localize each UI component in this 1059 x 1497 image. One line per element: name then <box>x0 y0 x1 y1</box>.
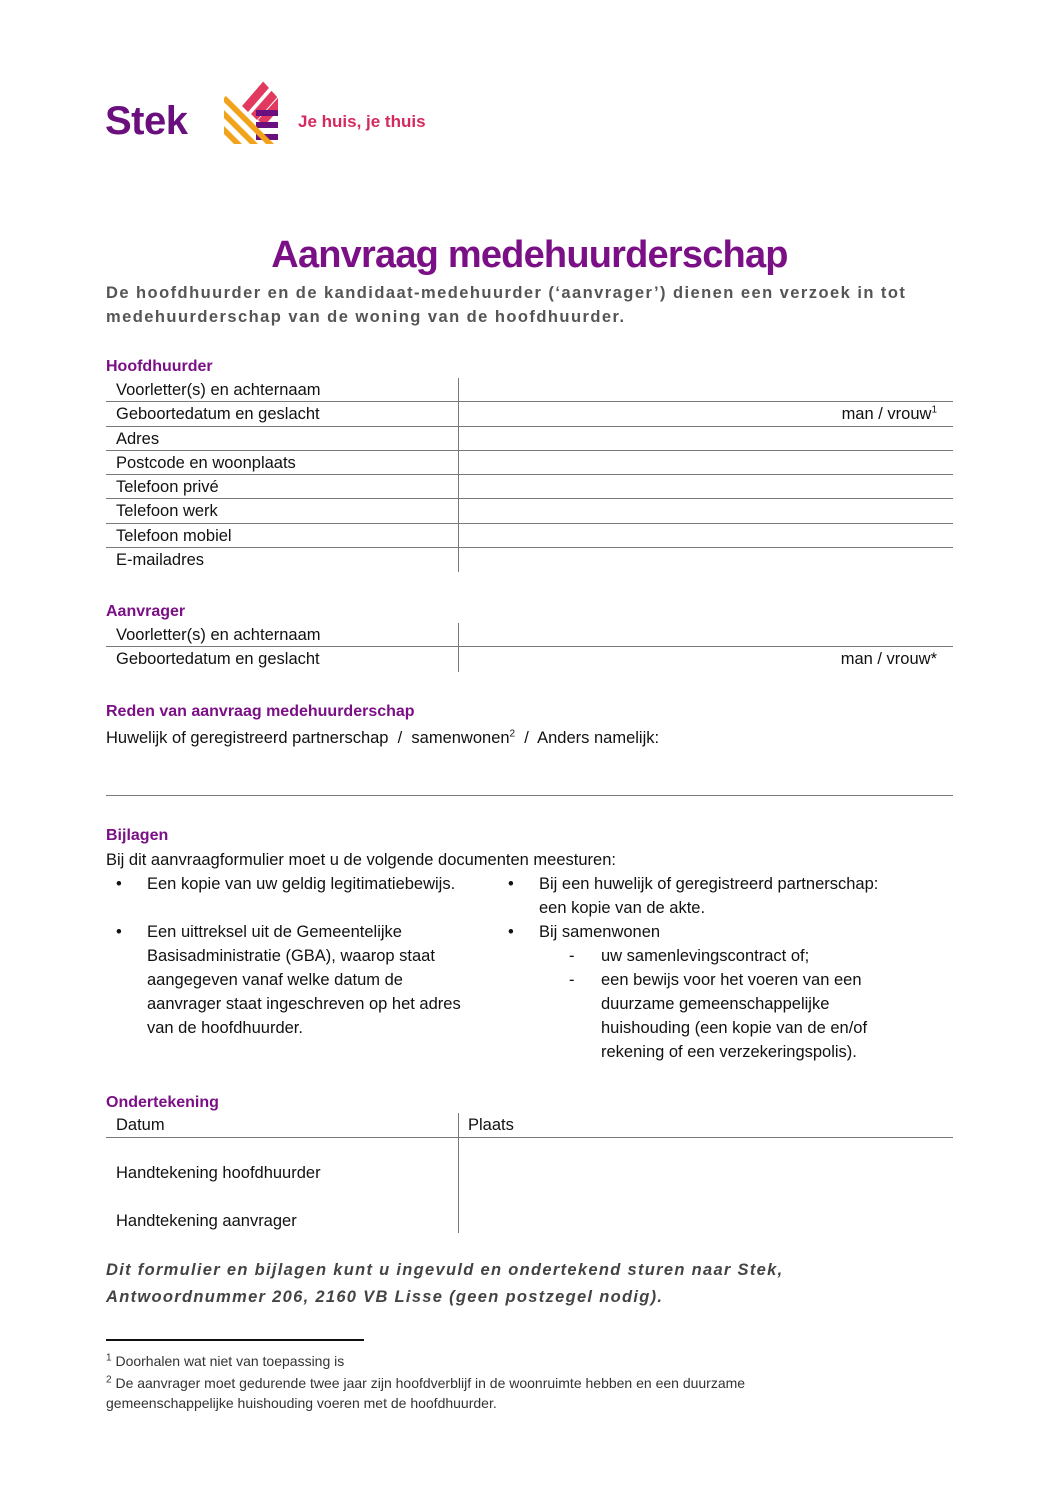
list-item: Bij samenwonen <box>539 923 661 941</box>
section-heading-ondertekening: Ondertekening <box>106 1094 219 1111</box>
page-title: Aanvraag medehuurderschap <box>271 234 788 276</box>
reden-options[interactable]: Huwelijk of geregistreerd partnerschap / samenwonen$^2$ / Anders namelijk: <box>106 728 660 747</box>
footnote-separator <box>106 1339 364 1341</box>
bullet-icon: • <box>116 923 122 941</box>
reden-answer-line[interactable] <box>106 795 953 796</box>
section-heading-hoofdhuurder: Hoofdhuurder <box>106 358 213 375</box>
field-label: Geboortedatum en geslacht <box>116 650 320 669</box>
footnote-2: $^2$ De aanvrager moet gedurende twee jaar zijn hoofdverblijf in de woonruimte hebben en een duurzame gemeenschappelijke huishouding voeren met de hoofdhuurder. <box>106 1374 746 1411</box>
aanvrager-table <box>106 623 953 672</box>
hoofdhuurder-table <box>106 378 953 572</box>
dash-icon: - <box>569 971 575 989</box>
field-row-phone-work[interactable] <box>106 499 953 523</box>
field-label: Voorletter(s) en achternaam <box>116 626 321 644</box>
field-row-birthdate-gender[interactable] <box>106 647 953 671</box>
footnote-ref: 1 <box>931 404 937 416</box>
field-label: Postcode en woonplaats <box>116 453 296 472</box>
section-heading-reden: Reden van aanvraag medehuurderschap <box>106 703 415 720</box>
gender-option[interactable]: man / vrouw* <box>840 650 937 669</box>
sub-list-item: uw samenlevingscontract of; <box>601 947 810 965</box>
field-row-email[interactable] <box>106 548 953 572</box>
field-label: Telefoon werk <box>116 502 218 521</box>
gender-option[interactable]: man / vrouw$^1$ <box>841 404 937 424</box>
signature-table <box>106 1113 953 1235</box>
field-label: Geboortedatum en geslacht <box>116 405 320 424</box>
signature-aanvrager-label[interactable]: Handtekening aanvrager <box>116 1212 297 1230</box>
list-item: Een kopie van uw geldig legitimatiebewijs. <box>147 875 456 893</box>
footnote-1: $^1$ Doorhalen wat niet van toepassing is <box>106 1352 345 1369</box>
field-row-name[interactable] <box>106 378 953 402</box>
field-label: Telefoon privé <box>116 478 219 497</box>
signature-hoofdhuurder-label[interactable]: Handtekening hoofdhuurder <box>116 1164 321 1182</box>
field-label: Voorletter(s) en achternaam <box>116 381 321 399</box>
field-label: Adres <box>116 429 160 448</box>
bijlagen-intro: Bij dit aanvraagformulier moet u de volgende documenten meesturen: <box>106 851 616 869</box>
date-field-label[interactable]: Datum <box>116 1116 165 1134</box>
sub-list-item: een bewijs voor het voeren van een duurzame gemeenschappelijke huishouding (een kopie van de en/of rekening of een verzekeringspolis). <box>601 971 868 1061</box>
field-row-postcode-city[interactable] <box>106 451 953 475</box>
intro-text: De hoofdhuurder en de kandidaat-medehuurder (‘aanvrager’) dienen een verzoek in tot medehuurderschap van de woning van de hoofdhuurder. <box>106 284 907 326</box>
list-item: Een uittreksel uit de Gemeentelijke Basisadministratie (GBA), waarop staat aangegeven vanaf welke datum de aanvrager staat ingeschreven op het adres van de hoofdhuurder. <box>147 923 461 1037</box>
section-heading-aanvrager: Aanvrager <box>106 603 186 620</box>
field-label: E-mailadres <box>116 551 205 570</box>
brand-tagline: Je huis, je thuis <box>298 112 426 131</box>
place-field-label[interactable]: Plaats <box>468 1116 514 1134</box>
dash-icon: - <box>569 947 575 965</box>
bullet-icon: • <box>508 923 514 941</box>
field-row-name[interactable] <box>106 623 953 647</box>
field-row-phone-mobile[interactable] <box>106 524 953 548</box>
field-row-phone-private[interactable] <box>106 475 953 499</box>
field-row-birthdate-gender[interactable] <box>106 402 953 426</box>
closing-instructions: Dit formulier en bijlagen kunt u ingevuld en ondertekend sturen naar Stek, Antwoordnummer 206, 2160 VB Lisse (geen postzegel nodig). <box>106 1261 784 1306</box>
row-divider <box>106 1137 953 1138</box>
field-label: Telefoon mobiel <box>116 526 232 545</box>
brand-logo-house-icon <box>224 68 278 144</box>
field-row-address[interactable] <box>106 427 953 451</box>
section-heading-bijlagen: Bijlagen <box>106 827 169 844</box>
footnote-ref: 2 <box>509 728 516 740</box>
list-item: Bij een huwelijk of geregistreerd partnerschap: een kopie van de akte. <box>539 875 879 917</box>
bullet-icon: • <box>116 875 122 893</box>
bullet-icon: • <box>508 875 514 893</box>
column-divider <box>458 1113 459 1233</box>
brand-logo-wordmark: Stek <box>105 99 188 143</box>
